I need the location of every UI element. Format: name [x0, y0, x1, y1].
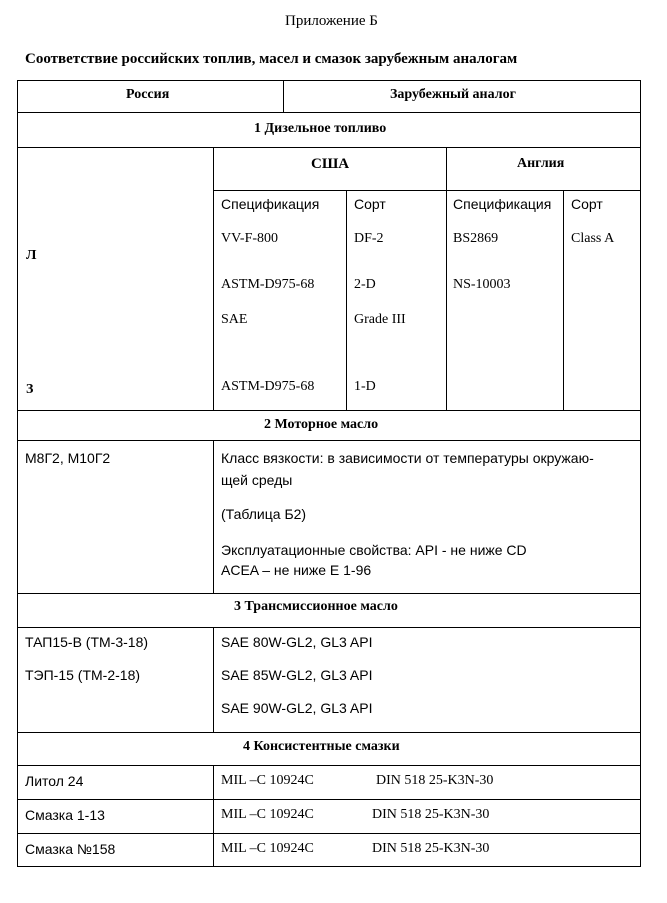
- england-grade-header: Сорт: [571, 196, 603, 212]
- motor-oil-russian: М8Г2, М10Г2: [25, 450, 111, 466]
- section-title-transmission: 3 Трансмиссионное масло: [234, 599, 398, 614]
- usa-grade: Grade III: [354, 312, 406, 327]
- transmission-russian: ТАП15-В (ТМ-3-18): [25, 634, 149, 650]
- table-rule: [213, 627, 214, 732]
- grease-mil-spec: MIL –C 10924C: [221, 773, 314, 788]
- table-rule: [283, 80, 284, 112]
- table-border-left: [17, 80, 18, 866]
- grease-din-spec: DIN 518 25-K3N-30: [376, 773, 494, 788]
- table-border-top: [17, 80, 641, 81]
- usa-spec: SAE: [221, 312, 248, 327]
- england-grade: Class A: [571, 231, 615, 246]
- header-russia: Россия: [126, 87, 170, 102]
- transmission-foreign: SAE 90W-GL2, GL3 API: [221, 700, 373, 716]
- document-title: Соответствие российских топлив, масел и смазок зарубежным аналогам: [25, 51, 518, 67]
- usa-grade-header: Сорт: [354, 196, 386, 212]
- table-rule: [17, 593, 641, 594]
- table-border-bottom: [17, 866, 641, 867]
- grease-russian: Литол 24: [25, 773, 84, 789]
- country-england: Англия: [517, 156, 565, 171]
- russian-grade-winter: З: [26, 382, 34, 397]
- table-rule: [17, 440, 641, 441]
- usa-spec-header: Спецификация: [221, 196, 320, 212]
- appendix-title: Приложение Б: [285, 13, 378, 29]
- table-rule: [17, 732, 641, 733]
- usa-spec: ASTM-D975-68: [221, 277, 315, 292]
- transmission-foreign: SAE 85W-GL2, GL3 API: [221, 667, 373, 683]
- grease-mil-spec: MIL –C 10924C: [221, 841, 314, 856]
- england-spec: BS2869: [453, 231, 499, 246]
- table-rule: [213, 765, 214, 866]
- table-rule: [17, 147, 641, 148]
- table-rule: [17, 833, 641, 834]
- section-title-diesel: 1 Дизельное топливо: [254, 121, 387, 136]
- motor-oil-text-line: щей среды: [221, 472, 293, 488]
- country-usa: США: [311, 156, 350, 172]
- transmission-russian: ТЭП-15 (ТМ-2-18): [25, 667, 141, 683]
- england-spec: NS-10003: [453, 277, 511, 292]
- table-rule: [213, 147, 214, 410]
- usa-grade: 2-D: [354, 277, 376, 292]
- table-rule: [563, 190, 564, 410]
- usa-spec: VV-F-800: [221, 231, 279, 246]
- usa-grade: 1-D: [354, 379, 376, 394]
- russian-grade-summer: Л: [26, 248, 37, 263]
- usa-spec: ASTM-D975-68: [221, 379, 315, 394]
- transmission-foreign: SAE 80W-GL2, GL3 API: [221, 634, 373, 650]
- table-rule: [213, 440, 214, 593]
- section-title-motor-oil: 2 Моторное масло: [264, 417, 379, 432]
- usa-grade: DF-2: [354, 231, 384, 246]
- table-rule: [17, 410, 641, 411]
- grease-mil-spec: MIL –C 10924C: [221, 807, 314, 822]
- table-rule: [446, 147, 447, 410]
- table-border-right: [640, 80, 641, 866]
- section-title-greases: 4 Консистентные смазки: [243, 739, 400, 754]
- grease-russian: Смазка 1-13: [25, 807, 105, 823]
- motor-oil-text-line: (Таблица Б2): [221, 506, 307, 522]
- table-rule: [17, 799, 641, 800]
- table-rule: [213, 190, 641, 191]
- grease-russian: Смазка №158: [25, 841, 116, 857]
- motor-oil-text-line: Класс вязкости: в зависимости от температуры окружаю-: [221, 450, 594, 466]
- table-rule: [17, 627, 641, 628]
- grease-din-spec: DIN 518 25-K3N-30: [372, 807, 490, 822]
- table-rule: [17, 765, 641, 766]
- grease-din-spec: DIN 518 25-K3N-30: [372, 841, 490, 856]
- table-rule: [346, 190, 347, 410]
- header-foreign-analog: Зарубежный аналог: [390, 87, 516, 102]
- england-spec-header: Спецификация: [453, 196, 552, 212]
- motor-oil-text-line: Эксплуатационные свойства: API - не ниже CD: [221, 542, 527, 558]
- motor-oil-text-line: ACEA – не ниже E 1-96: [221, 562, 372, 578]
- table-rule: [17, 112, 641, 113]
